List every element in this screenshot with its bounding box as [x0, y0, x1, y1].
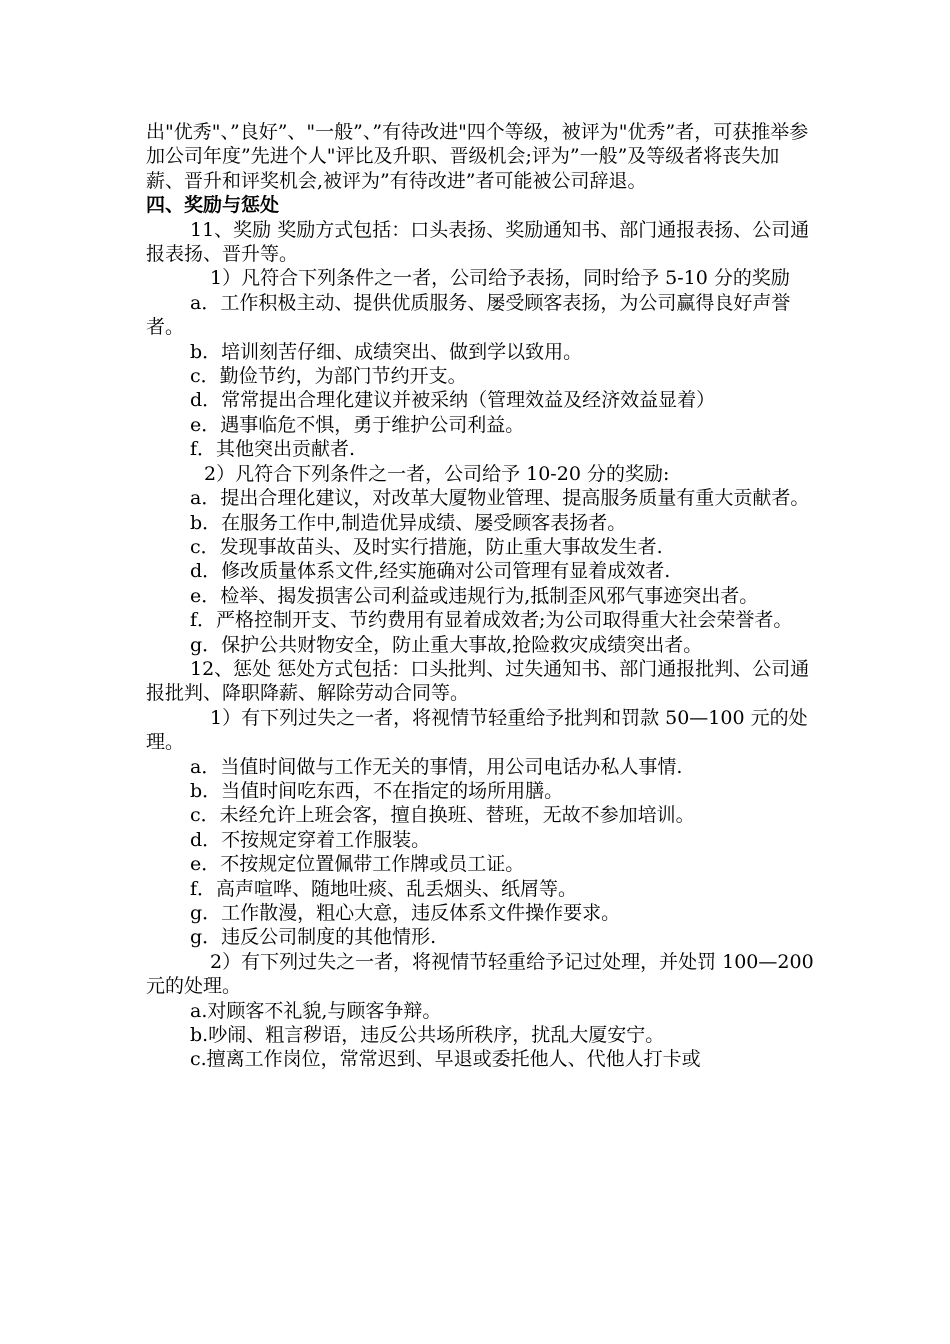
paragraph-reward-level-1: 1）凡符合下列条件之一者，公司给予表扬，同时给予 5-10 分的奖励 — [210, 267, 790, 290]
paragraph-penalty-level-2: 2）有下列过失之一者，将视情节轻重给予记过处理，并处罚 100—200 元的处理。 — [146, 950, 814, 998]
list-item-penalty-1g-2: g．违反公司制度的其他情形. — [190, 926, 437, 949]
list-item-reward-2g: g．保护公共财物安全，防止重大事故,抢险救灾成绩突出者。 — [190, 633, 703, 656]
list-item-reward-1a: a．工作积极主动、提供优质服务、屡受顾客表扬，为公司赢得良好声誉者。 — [146, 291, 791, 339]
list-item-penalty-2a: a.对顾客不礼貌,与顾客争辩。 — [190, 999, 442, 1022]
paragraph-reward-level-2: 2）凡符合下列条件之一者，公司给予 10-20 分的奖励: — [204, 462, 670, 485]
list-item-penalty-1b: b．当值时间吃东西，不在指定的场所用膳。 — [190, 779, 564, 802]
list-item-penalty-2b: b.吵闹、粗言秽语，违反公共场所秩序，扰乱大厦安宁。 — [190, 1024, 665, 1047]
list-item-reward-2c: c．发现事故苗头、及时实行措施，防止重大事故发生者. — [190, 535, 663, 558]
paragraph-rating-levels: 出"优秀"、”良好”、"一般”、”有待改进"四个等级，被评为"优秀”者，可获推举参加公司年度”先进个人"评比及升职、晋级机会;评为”一般”及等级者将丧失加薪、晋升和评奖机会,被评为”有待改进”者可能被公司辞退。 — [146, 121, 809, 192]
list-item-penalty-1e: e．不按规定位置佩带工作牌或员工证。 — [190, 853, 525, 876]
list-item-reward-2d: d．修改质量体系文件,经实施确对公司管理有显着成效者. — [190, 560, 671, 583]
paragraph-reward-methods: 11、奖励 奖励方式包括：口头表扬、奖励通知书、部门通报表扬、公司通报表扬、晋升等。 — [146, 218, 810, 266]
list-item-penalty-1f: f．高声喧哗、随地吐痰、乱丢烟头、纸屑等。 — [190, 877, 578, 900]
list-item-penalty-1d: d．不按规定穿着工作服装。 — [190, 828, 431, 851]
list-item-penalty-1g: g．工作散漫，粗心大意，违反体系文件操作要求。 — [190, 902, 621, 924]
paragraph-penalty-methods: 12、惩处 惩处方式包括：口头批判、过失通知书、部门通报批判、公司通报批判、降职降薪、解除劳动合同等。 — [146, 657, 810, 705]
list-item-reward-2e: e．检举、揭发损害公司利益或违规行为,抵制歪风邪气事迹突出者。 — [190, 584, 759, 607]
list-item-penalty-1a: a．当值时间做与工作无关的事情，用公司电话办私人事情. — [190, 755, 683, 778]
list-item-penalty-2c: c.擅离工作岗位，常常迟到、早退或委托他人、代他人打卡或 — [190, 1048, 701, 1071]
list-item-reward-2b: b．在服务工作中,制造优异成绩、屡受顾客表扬者。 — [190, 511, 627, 534]
list-item-reward-2f: f．严格控制开支、节约费用有显着成效者;为公司取得重大社会荣誉者。 — [190, 609, 793, 632]
section-heading-rewards-penalties: 四、奖励与惩处 — [146, 194, 280, 217]
list-item-reward-1b: b．培训刻苦仔细、成绩突出、做到学以致用。 — [190, 340, 583, 363]
list-item-reward-1c: c．勤俭节约，为部门节约开支。 — [190, 365, 467, 388]
list-item-reward-1d: d．常常提出合理化建议并被采纳（管理效益及经济效益显着） — [190, 389, 716, 412]
list-item-reward-2a: a．提出合理化建议，对改革大厦物业管理、提高服务质量有重大贡献者。 — [190, 487, 810, 510]
list-item-reward-1e: e．遇事临危不惧，勇于维护公司利益。 — [190, 413, 525, 436]
paragraph-penalty-level-1: 1）有下列过失之一者，将视情节轻重给予批判和罚款 50—100 元的处理。 — [146, 706, 808, 754]
list-item-reward-1f: f．其他突出贡献者. — [190, 438, 356, 461]
list-item-penalty-1c: c．未经允许上班会客，擅自换班、替班，无故不参加培训。 — [190, 804, 695, 827]
document-page — [146, 120, 816, 1072]
